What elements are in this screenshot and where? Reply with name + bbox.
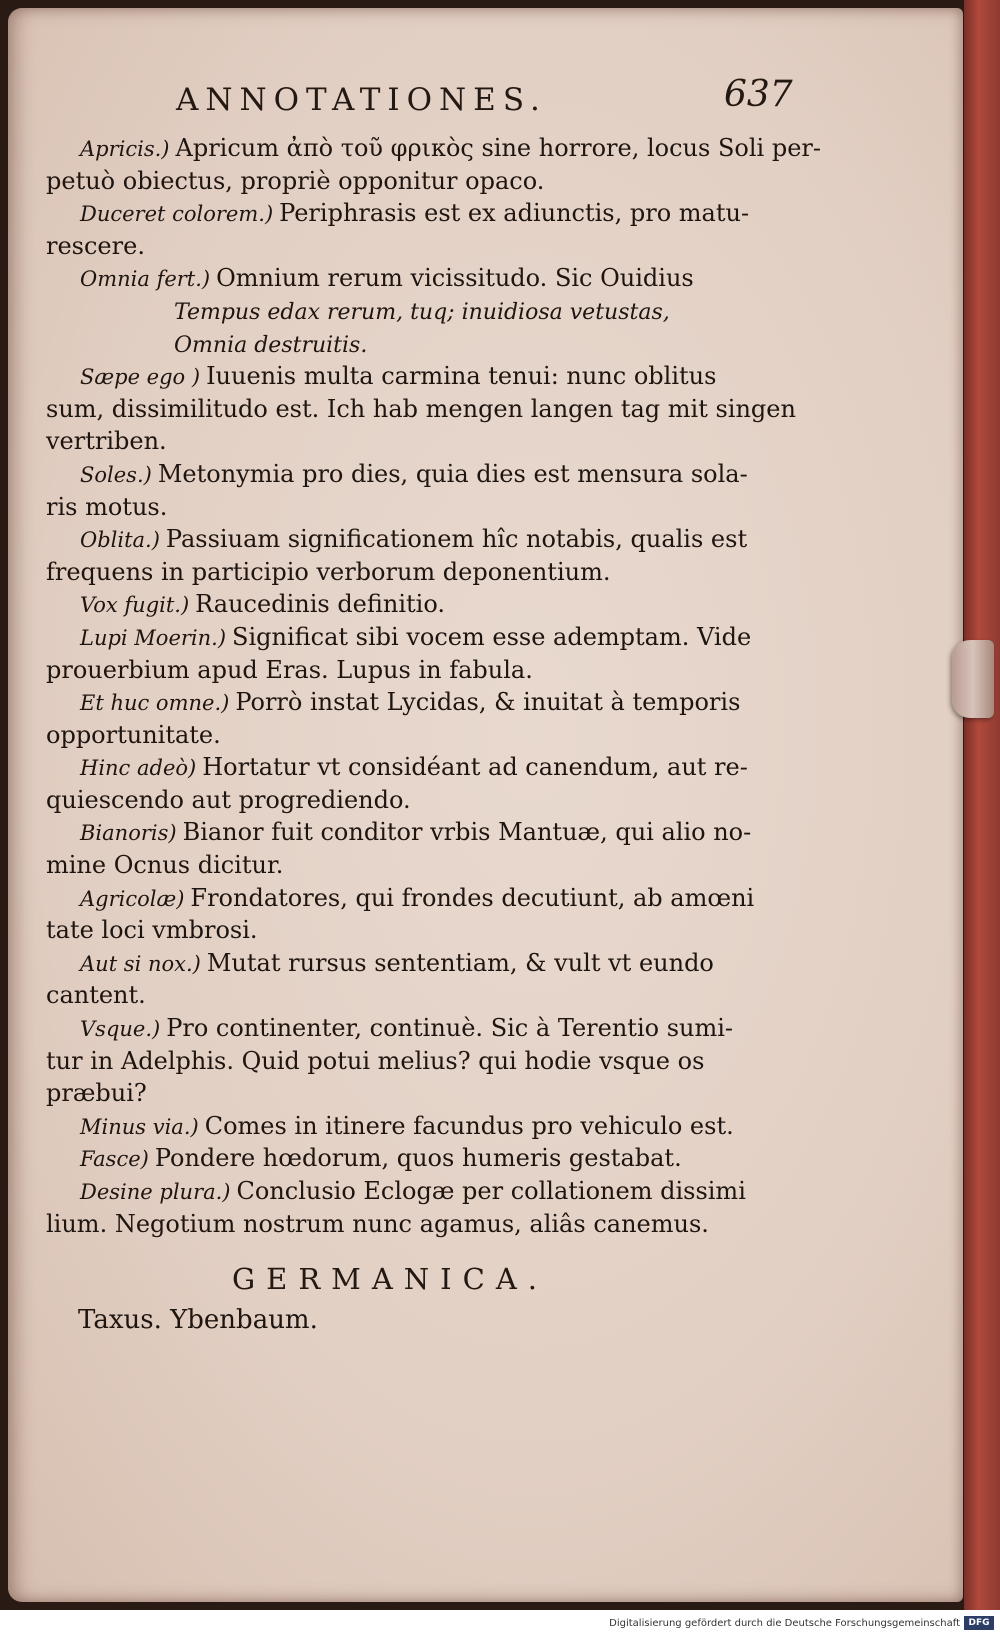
annotation-line	[46, 1012, 806, 1045]
gloss-text: quiescendo aut progrediendo.	[46, 785, 411, 814]
annotation-line	[46, 914, 806, 947]
gloss-text: tate loci vmbrosi.	[46, 916, 258, 945]
annotation-line	[46, 686, 806, 719]
book-fore-edge	[964, 0, 1000, 1610]
annotation-line	[46, 1208, 806, 1241]
annotation-line	[46, 393, 806, 426]
gloss-text: opportunitate.	[46, 720, 221, 749]
annotation-line	[46, 947, 806, 980]
gloss-text: tur in Adelphis. Quid potui melius? qui hodie vsque os	[46, 1046, 705, 1075]
annotation-line	[46, 588, 806, 621]
annotation-line	[46, 654, 806, 687]
bookmark-tab	[952, 640, 994, 718]
lemma: Duceret colorem.)	[80, 202, 274, 227]
lemma: Lupi Moerin.)	[80, 625, 227, 650]
gloss-text: Comes in itinere facundus pro vehiculo est.	[204, 1111, 734, 1140]
lemma: Desine plura.)	[80, 1180, 231, 1204]
annotation-line	[46, 491, 806, 524]
gloss-text: Passiuam significationem hîc notabis, qualis est	[165, 525, 748, 554]
footer	[0, 1610, 1000, 1640]
gloss-text: Metonymia pro dies, quia dies est mensura sola-	[157, 459, 748, 488]
gloss-text: Mutat rursus sententiam, & vult vt eundo	[206, 948, 714, 977]
lemma: Agricolæ)	[80, 886, 185, 911]
gloss-text: prouerbium apud Eras. Lupus in fabula.	[46, 655, 533, 684]
annotation-line	[46, 1045, 806, 1078]
annotation-line	[46, 816, 806, 849]
gloss-text: Pro continenter, continuè. Sic à Terentio sumi-	[166, 1014, 734, 1043]
gloss-text: mine Ocnus dicitur.	[46, 851, 284, 880]
german-gloss: Taxus. Ybenbaum.	[78, 1305, 318, 1335]
gloss-text: Iuuenis multa carmina tenui: nunc oblitus	[206, 362, 717, 391]
running-head: ANNOTATIONES.	[176, 82, 547, 118]
lemma: Et huc omne.)	[80, 691, 230, 716]
gloss-text: Hortatur vt considéant ad canendum, aut re-	[202, 753, 748, 782]
footer-credit: Digitalisierung gefördert durch die Deutsche Forschungsgemeinschaft	[609, 1618, 960, 1629]
annotation-body	[46, 132, 821, 1240]
lemma: Vsque.)	[80, 1017, 161, 1042]
lemma: Omnia fert.)	[80, 267, 211, 292]
gloss-text: Raucedinis definitio.	[195, 590, 446, 619]
annotation-line	[46, 849, 806, 882]
annotation-line	[46, 360, 806, 393]
annotation-line	[46, 751, 806, 784]
gloss-text: Porrò instat Lycidas, & inuitat à temporis	[235, 688, 741, 717]
annotation-line	[46, 197, 806, 230]
gloss-text: Frondatores, qui frondes decutiunt, ab amœni	[190, 883, 755, 912]
annotation-line	[46, 1077, 806, 1110]
annotation-line	[46, 1142, 806, 1175]
annotation-line	[46, 458, 806, 491]
gloss-text: sum, dissimilitudo est. Ich hab mengen langen tag mit singen	[46, 394, 796, 423]
gloss-text: Conclusio Eclogæ per collationem dissimi	[236, 1177, 746, 1205]
lemma: Aut si nox.)	[80, 951, 201, 976]
page-number: 637	[724, 74, 793, 115]
annotation-line	[46, 1110, 806, 1143]
annotation-line	[46, 295, 806, 328]
lemma: Fasce)	[80, 1147, 149, 1172]
annotation-line	[46, 262, 806, 295]
dfg-logo-icon: DFG	[964, 1616, 994, 1630]
gloss-text: vertriben.	[46, 427, 167, 456]
annotation-line	[46, 979, 806, 1012]
lemma: Vox fugit.)	[80, 593, 190, 618]
lemma: Minus via.)	[80, 1114, 199, 1139]
gloss-text: præbui?	[46, 1079, 147, 1108]
lemma: Hinc adeò)	[80, 756, 197, 781]
gloss-text: Periphrasis est ex adiunctis, pro matu-	[279, 199, 750, 228]
section-title: GERMANICA.	[232, 1262, 548, 1296]
lemma: Soles.)	[80, 462, 152, 487]
annotation-line	[46, 882, 806, 915]
annotation-line	[46, 621, 806, 654]
lemma: Bianoris)	[80, 821, 177, 846]
gloss-text: Bianor fuit conditor vrbis Mantuæ, qui alio no-	[182, 818, 752, 847]
annotation-line	[46, 132, 821, 165]
gloss-text: Omnium rerum vicissitudo. Sic Ouidius	[216, 264, 694, 293]
annotation-line	[46, 1175, 806, 1208]
gloss-text: frequens in participio verborum deponentium.	[46, 557, 611, 586]
annotation-line	[46, 556, 806, 589]
gloss-text: Significat sibi vocem esse ademptam. Vide	[232, 622, 752, 651]
verse-quote: Omnia destruitis.	[174, 332, 368, 358]
gloss-text: Pondere hœdorum, quos humeris gestabat.	[154, 1144, 682, 1173]
lemma: Sæpe ego )	[80, 365, 201, 390]
lemma: Oblita.)	[80, 528, 160, 553]
gloss-text: lium. Negotium nostrum nunc agamus, aliâs canemus.	[46, 1209, 709, 1238]
annotation-line	[46, 523, 806, 556]
annotation-line	[46, 165, 806, 198]
lemma: Apricis.)	[80, 137, 170, 161]
gloss-text: cantent.	[46, 981, 146, 1010]
paper-page	[8, 8, 963, 1602]
annotation-line	[46, 425, 806, 458]
gloss-text: rescere.	[46, 231, 145, 260]
gloss-text: Apricum ἀπὸ τοῦ φρικὸς sine horrore, locus Soli per-	[175, 134, 821, 162]
annotation-line	[46, 328, 806, 361]
annotation-line	[46, 784, 806, 817]
gloss-text: petuò obiectus, propriè opponitur opaco.	[46, 166, 545, 195]
verse-quote: Tempus edax rerum, tuq; inuidiosa vetustas,	[174, 299, 670, 325]
annotation-line	[46, 230, 806, 263]
gloss-text: ris motus.	[46, 492, 168, 521]
annotation-line	[46, 719, 806, 752]
